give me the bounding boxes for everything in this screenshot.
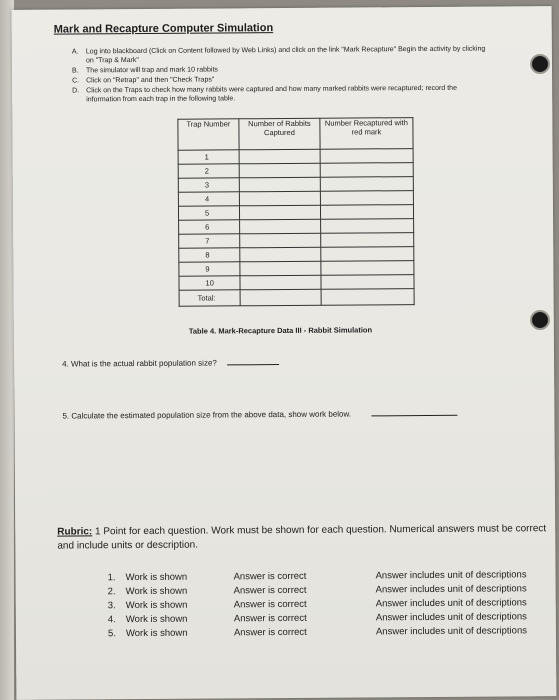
- worksheet-page: [12, 6, 557, 700]
- instruction-list: [72, 45, 492, 106]
- table-row: 4: [178, 191, 413, 207]
- instruction-item: D. Click on the Traps to check how many rabbits were captured and how many marked rabbits were recaptured; record the information from each trap in the following table.: [72, 84, 457, 104]
- header-trap-number: Trap Number: [178, 119, 239, 150]
- mark-recapture-table: [177, 117, 414, 307]
- page-title: Mark and Recapture Computer Simulation: [53, 22, 274, 36]
- question-4: 4. What is the actual rabbit population size?: [62, 358, 279, 369]
- instruction-item: A. Log into blackboard (Click on Content followed by Web Links) and click on the link "Mark Recapture" Begin the activity by clicking on "Trap & Mark": [71, 45, 486, 65]
- punch-hole: [530, 310, 550, 330]
- header-rabbits-captured: Number of Rabbits Captured: [239, 118, 320, 150]
- table-row: 7: [179, 233, 414, 249]
- rubric-text: 1 Point for each question. Work must be shown for each question. Numerical answers must be correct and include units or description.: [57, 523, 547, 552]
- question-5: 5. Calculate the estimated population size from the above data, show work below.: [62, 409, 457, 421]
- table-total-row: [179, 289, 414, 307]
- table-row: 2: [178, 163, 413, 179]
- header-recaptured: Number Recaptured with red mark: [320, 118, 413, 150]
- answer-blank-4[interactable]: [227, 364, 279, 365]
- table-row: 9: [179, 261, 414, 277]
- list-item: 5. Work is shown Answer is correct Answer includes unit of descriptions: [107, 625, 528, 640]
- table-row: 3: [178, 177, 413, 193]
- total-label: Total:: [179, 290, 240, 306]
- list-item: 4. Work is shown Answer is correct Answer includes unit of descriptions: [107, 611, 527, 626]
- list-item: 3. Work is shown Answer is correct Answer includes unit of descriptions: [107, 597, 527, 612]
- table-row: 6: [179, 219, 414, 235]
- table-row: 8: [179, 247, 414, 263]
- table-row: 10: [179, 275, 414, 291]
- list-item: 2. Work is shown Answer is correct Answer includes unit of descriptions: [107, 583, 527, 598]
- instruction-item: B. The simulator will trap and mark 10 rabbits: [72, 66, 218, 75]
- punch-hole: [530, 54, 550, 74]
- rubric: [57, 522, 557, 553]
- list-item: 1. Work is shown Answer is correct Answer includes unit of descriptions: [107, 569, 527, 584]
- rubric-label: Rubric:: [57, 526, 93, 538]
- rubric-list: [108, 568, 528, 641]
- table-row: 5: [178, 205, 413, 221]
- instruction-item: C. Click on "Retrap" and then "Check Traps": [72, 76, 215, 85]
- table-caption: Table 4. Mark-Recapture Data III - Rabbit Simulation: [188, 325, 373, 336]
- table-header-row: [178, 118, 413, 151]
- answer-blank-5[interactable]: [371, 415, 457, 417]
- table-row: 1: [178, 149, 413, 165]
